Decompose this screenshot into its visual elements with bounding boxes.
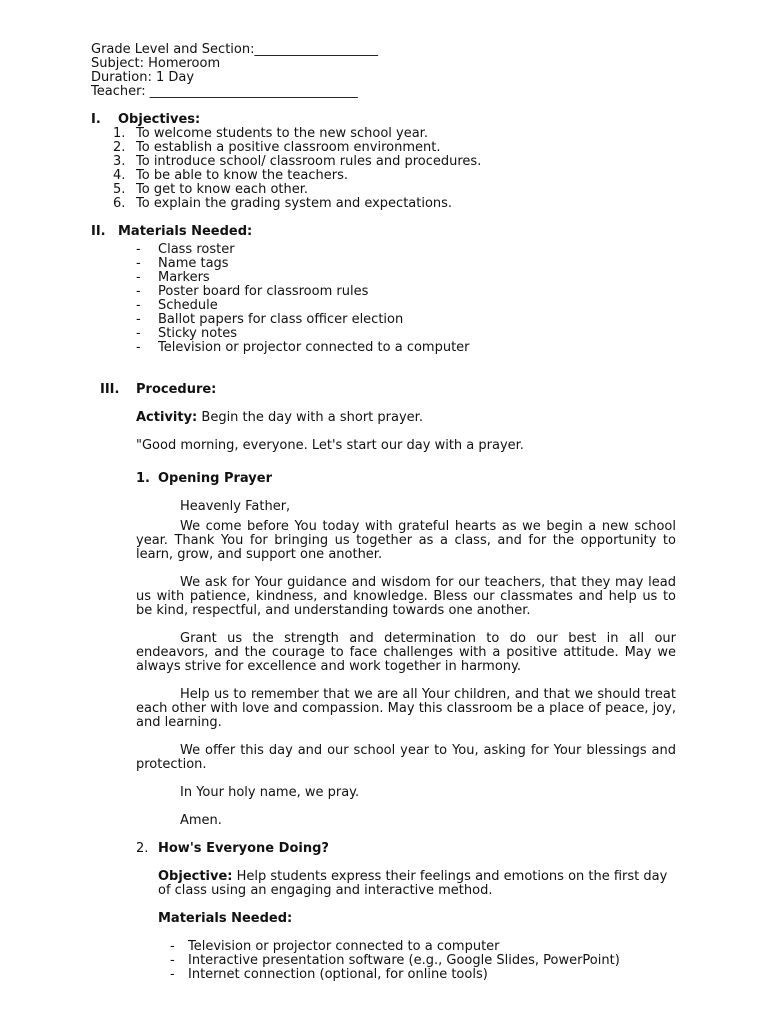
objective-item: To be able to know the teachers. xyxy=(136,168,348,183)
section-numeral-ii: II. xyxy=(91,224,106,239)
material-item: Class roster xyxy=(158,242,235,257)
step-title-opening-prayer: Opening Prayer xyxy=(158,471,272,486)
prayer-closing: In Your holy name, we pray. xyxy=(180,785,360,800)
objective-item: To get to know each other. xyxy=(136,182,309,197)
prayer-amen: Amen. xyxy=(180,813,222,828)
objective-item: To establish a positive classroom environment. xyxy=(136,140,441,155)
grade-level-line: Grade Level and Section:___________________ xyxy=(91,42,378,57)
objective-item: To welcome students to the new school year. xyxy=(136,126,428,141)
material-item: Schedule xyxy=(158,298,218,313)
material-item: Poster board for classroom rules xyxy=(158,284,369,299)
objective-num: 2. xyxy=(113,140,126,155)
objectives-heading: Objectives: xyxy=(118,112,201,127)
objective-num: 5. xyxy=(113,182,126,197)
material-bullet: - xyxy=(136,298,141,313)
section-numeral-iii: III. xyxy=(100,382,120,397)
prayer-paragraph: Help us to remember that we are all Your children, and that we should treat each other with love and compassion. May this classroom be a place of peace, joy, and learning. xyxy=(136,687,676,730)
step-number: 2. xyxy=(136,841,149,856)
material-item: Markers xyxy=(158,270,210,285)
material-bullet: - xyxy=(136,256,141,271)
objective-text: Help students express their feelings and emotions on the first day of class using an engaging and interactive method. xyxy=(158,869,668,898)
material-item: Name tags xyxy=(158,256,229,271)
material-item: Sticky notes xyxy=(158,326,238,341)
materials-heading: Materials Needed: xyxy=(118,224,253,239)
step2-objective xyxy=(158,870,672,898)
material-bullet: - xyxy=(136,270,141,285)
objective-label: Objective: xyxy=(158,869,233,884)
prayer-paragraph: We come before You today with grateful hearts as we begin a new school year. Thank You for bringing us together as a class, and for the opportunity to learn, grow, and support one another. xyxy=(136,519,676,562)
step2-material-bullet: - xyxy=(170,967,175,982)
activity-label: Activity: xyxy=(136,410,198,425)
procedure-heading: Procedure: xyxy=(136,382,217,397)
material-bullet: - xyxy=(136,242,141,257)
step2-material-item: Internet connection (optional, for online tools) xyxy=(188,967,488,982)
objective-num: 1. xyxy=(113,126,126,141)
activity-line xyxy=(136,411,423,425)
material-bullet: - xyxy=(136,312,141,327)
step2-material-item: Television or projector connected to a computer xyxy=(188,939,500,954)
material-item: Ballot papers for class officer election xyxy=(158,312,404,327)
step-number: 1. xyxy=(136,471,150,486)
objective-item: To introduce school/ classroom rules and procedures. xyxy=(136,154,482,169)
material-bullet: - xyxy=(136,326,141,341)
objective-num: 3. xyxy=(113,154,126,169)
teacher-line: Teacher: ________________________________ xyxy=(91,84,358,99)
prayer-paragraph: We offer this day and our school year to You, asking for Your blessings and protection. xyxy=(136,743,676,772)
section-numeral-i: I. xyxy=(91,112,101,127)
duration-line: Duration: 1 Day xyxy=(91,70,195,85)
step2-material-bullet: - xyxy=(170,953,175,968)
material-bullet: - xyxy=(136,340,141,355)
prayer-paragraph: We ask for Your guidance and wisdom for our teachers, that they may lead us with patience, kindness, and knowledge. Bless our classmates and help us to be kind, respectful, and understanding towards one another. xyxy=(136,575,676,618)
material-item: Television or projector connected to a computer xyxy=(158,340,470,355)
step2-material-bullet: - xyxy=(170,939,175,954)
subject-line: Subject: Homeroom xyxy=(91,56,221,71)
step2-material-item: Interactive presentation software (e.g., Google Slides, PowerPoint) xyxy=(188,953,620,968)
greeting-line: "Good morning, everyone. Let's start our day with a prayer. xyxy=(136,438,524,453)
step-title-hows-everyone-doing: How's Everyone Doing? xyxy=(158,841,329,856)
step2-materials-heading: Materials Needed: xyxy=(158,911,293,926)
activity-text: Begin the day with a short prayer. xyxy=(197,410,423,425)
objective-num: 6. xyxy=(113,196,126,211)
material-bullet: - xyxy=(136,284,141,299)
objective-item: To explain the grading system and expectations. xyxy=(136,196,453,211)
objective-num: 4. xyxy=(113,168,126,183)
prayer-paragraph: Grant us the strength and determination to do our best in all our endeavors, and the courage to face challenges with a positive attitude. May we always strive for excellence and work together in harmony. xyxy=(136,631,676,674)
prayer-salutation: Heavenly Father, xyxy=(180,499,291,514)
